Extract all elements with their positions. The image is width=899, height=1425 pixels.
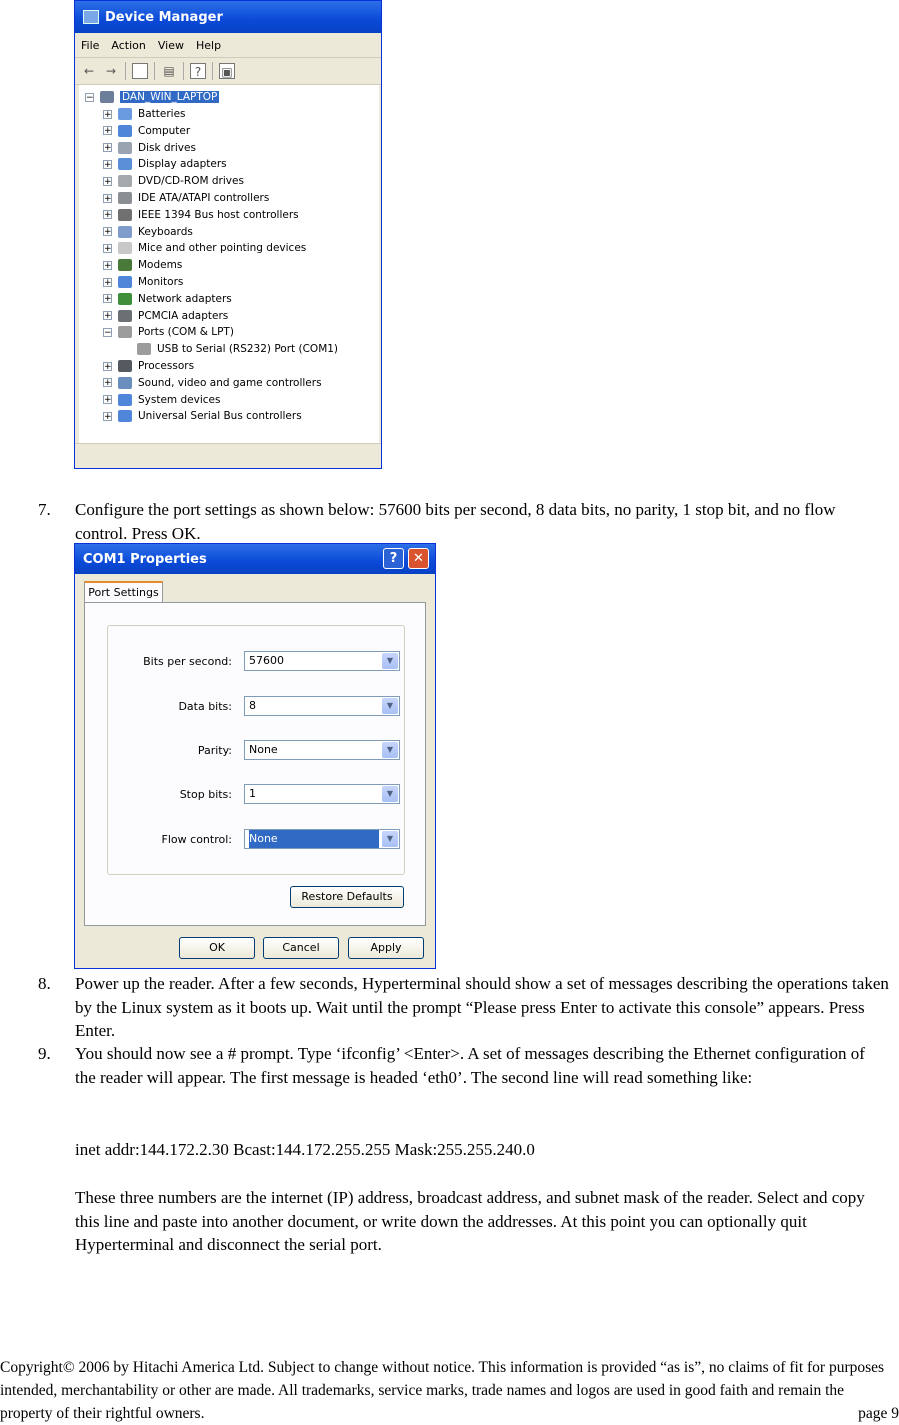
toolbar-separator — [154, 62, 155, 80]
tree-item-label: Universal Serial Bus controllers — [138, 410, 302, 423]
parity-label: Parity: — [197, 744, 232, 757]
expand-icon[interactable]: + — [104, 210, 112, 221]
tree-item[interactable] — [103, 156, 227, 172]
ok-button[interactable]: OK — [179, 937, 255, 959]
step-7-text: Configure the port settings as shown below: 57600 bits per second, 8 data bits, no parity, 1 stop bit, and no flow control. Press OK. — [75, 500, 836, 543]
device-icon — [118, 226, 132, 238]
stop-bits-select[interactable] — [244, 784, 400, 804]
device-icon — [118, 410, 132, 422]
device-icon — [118, 142, 132, 154]
parity-select[interactable] — [244, 740, 400, 760]
device-icon — [118, 293, 132, 305]
device-icon — [118, 175, 132, 187]
device-icon — [118, 377, 132, 389]
tree-item-label: System devices — [138, 393, 221, 406]
data-bits-value: 8 — [249, 699, 256, 712]
tree-item[interactable] — [103, 324, 234, 340]
expand-icon[interactable]: + — [104, 277, 112, 288]
tree-item-label: Mice and other pointing devices — [138, 242, 307, 255]
device-icon — [118, 326, 132, 338]
restore-defaults-button[interactable]: Restore Defaults — [290, 886, 404, 908]
chevron-down-icon[interactable]: ▼ — [382, 831, 398, 847]
stop-bits-label: Stop bits: — [179, 788, 232, 801]
tab-port-settings[interactable]: Port Settings — [84, 581, 163, 603]
tree-item-label: Computer — [138, 124, 191, 137]
expand-icon[interactable]: + — [104, 109, 112, 120]
help-button[interactable]: ? — [383, 548, 404, 569]
tree-item-label: USB to Serial (RS232) Port (COM1) — [157, 343, 339, 356]
tree-item-label: Display adapters — [138, 158, 227, 171]
tree-item-label: IDE ATA/ATAPI controllers — [138, 192, 270, 204]
tree-item[interactable] — [103, 190, 269, 206]
tree-root-label: DAN_WIN_LAPTOP — [122, 91, 218, 103]
tree-item[interactable] — [103, 291, 232, 307]
tree-item-label: Ports (COM & LPT) — [138, 326, 234, 339]
menu-bar — [75, 33, 381, 58]
cancel-button[interactable]: Cancel — [263, 937, 339, 959]
menu-file[interactable]: File — [81, 38, 100, 52]
step-9-number: 9. — [38, 1044, 51, 1063]
settings-group — [107, 625, 405, 875]
tree-item[interactable] — [103, 123, 190, 139]
tree-item[interactable] — [103, 358, 194, 374]
tree-item-label: IEEE 1394 Bus host controllers — [138, 208, 299, 221]
step-8-number: 8. — [38, 974, 51, 993]
tree-item[interactable] — [103, 392, 220, 408]
tree-item[interactable] — [103, 140, 196, 156]
device-icon — [118, 209, 132, 221]
expand-icon[interactable]: + — [104, 294, 112, 305]
device-icon — [118, 158, 132, 170]
chevron-down-icon[interactable]: ▼ — [382, 653, 398, 669]
collapse-icon[interactable]: − — [86, 92, 94, 103]
inet-line: inet addr:144.172.2.30 Bcast:144.172.255.255 Mask:255.255.240.0 — [75, 1140, 535, 1159]
expand-icon[interactable]: + — [104, 243, 112, 254]
tree-item[interactable] — [103, 375, 322, 391]
expand-icon[interactable]: + — [104, 260, 112, 271]
bits-per-second-label: Bits per second: — [143, 655, 232, 668]
device-icon — [118, 310, 132, 322]
close-button[interactable]: ✕ — [408, 548, 429, 569]
tree-item[interactable] — [103, 207, 299, 223]
computer-icon — [83, 10, 99, 24]
tree-item-label: Processors — [138, 360, 195, 372]
flow-control-select[interactable] — [244, 829, 400, 849]
flow-control-value: None — [249, 830, 379, 848]
step-7-number: 7. — [38, 500, 51, 519]
expand-icon[interactable]: + — [104, 159, 112, 170]
toolbar-separator — [212, 62, 213, 80]
device-icon — [118, 276, 132, 288]
back-arrow-icon[interactable]: ← — [83, 64, 95, 78]
port-settings-panel — [84, 602, 426, 926]
com1-properties-dialog — [74, 543, 436, 969]
flow-control-label: Flow control: — [161, 833, 232, 846]
toolbar-separator — [183, 62, 184, 80]
help-icon[interactable]: ? — [190, 63, 206, 79]
status-bar — [75, 443, 381, 468]
scan-hardware-icon[interactable]: ▣ — [219, 63, 235, 79]
tree-item-label: Batteries — [138, 108, 186, 120]
expand-icon[interactable]: + — [104, 378, 112, 389]
tree-item[interactable] — [103, 106, 186, 122]
show-hide-tree-icon[interactable] — [132, 63, 148, 79]
copyright-footer — [0, 1356, 899, 1425]
print-icon[interactable]: ▤ — [163, 64, 175, 78]
chevron-down-icon[interactable]: ▼ — [382, 786, 398, 802]
computer-icon — [100, 91, 114, 103]
device-icon — [118, 192, 132, 204]
expand-icon[interactable]: + — [104, 395, 112, 406]
tree-item[interactable] — [103, 308, 228, 324]
step-8-text: Power up the reader. After a few seconds, Hyperterminal should show a set of messages describing the operations taken by the Linux system as it boots up. Wait until the prompt “Please press Enter to activate this console” appears. Press Enter. — [75, 974, 889, 1040]
forward-arrow-icon[interactable]: → — [105, 64, 117, 78]
tree-item-label: Network adapters — [138, 292, 232, 305]
expand-icon[interactable]: + — [104, 311, 112, 322]
tree-child-item[interactable] — [137, 341, 338, 357]
expand-icon[interactable]: + — [104, 176, 112, 187]
parity-value: None — [249, 743, 278, 756]
menu-help[interactable]: Help — [195, 38, 222, 52]
tree-item-label: Monitors — [138, 276, 184, 288]
tree-item-label: Sound, video and game controllers — [138, 376, 322, 389]
tree-item-label: Disk drives — [138, 141, 196, 154]
toolbar — [75, 58, 381, 85]
tree-item-label: Keyboards — [138, 225, 193, 238]
device-icon — [118, 242, 132, 254]
explanation-text: These three numbers are the internet (IP) address, broadcast address, and subnet mask of the reader. Select and copy this line and paste into another document, or write down the addresses. At this point you can optionally quit Hyperterminal and disconnect the serial port. — [75, 1188, 865, 1254]
device-manager-titlebar[interactable] — [75, 1, 381, 33]
tree-item[interactable] — [103, 257, 182, 273]
apply-button[interactable]: Apply — [348, 937, 424, 959]
tree-item-label: Modems — [138, 259, 183, 272]
device-icon — [118, 394, 132, 406]
step-9-text: You should now see a # prompt. Type ‘ifconfig’ <Enter>. A set of messages describing the Ethernet configuration of the reader will appear. The first message is headed ‘eth0’. The second line will read something like: — [75, 1044, 865, 1087]
device-manager-window — [74, 0, 382, 469]
collapse-icon[interactable]: − — [104, 327, 112, 338]
bits-per-second-value: 57600 — [249, 654, 284, 667]
expand-icon[interactable]: + — [104, 193, 112, 204]
expand-icon[interactable]: + — [104, 361, 112, 372]
page-number: page 9 — [858, 1405, 899, 1422]
tree-item-label: PCMCIA adapters — [138, 309, 229, 322]
device-manager-title: Device Manager — [105, 9, 223, 25]
device-icon — [118, 259, 132, 271]
device-icon — [118, 360, 132, 372]
expand-icon[interactable]: + — [104, 143, 112, 154]
stop-bits-value: 1 — [249, 787, 256, 800]
tree-item[interactable] — [103, 274, 183, 290]
chevron-down-icon[interactable]: ▼ — [382, 698, 398, 714]
tree-item[interactable] — [103, 173, 244, 189]
bits-per-second-select[interactable] — [244, 651, 400, 671]
tree-item[interactable] — [103, 240, 306, 256]
toolbar-separator — [125, 62, 126, 80]
data-bits-select[interactable] — [244, 696, 400, 716]
tree-item[interactable] — [103, 224, 193, 240]
data-bits-label: Data bits: — [178, 700, 232, 713]
device-icon — [118, 108, 132, 120]
device-icon — [137, 343, 151, 355]
tree-root[interactable] — [85, 89, 219, 105]
copyright-text: Copyright© 2006 by Hitachi America Ltd. Subject to change without notice. This information is provided “as is”, no claims of fit for purposes intended, merchantability or other are made. All trademarks, service marks, trade names and logos are used in good faith and remain the property of their rightful owners. — [0, 1359, 885, 1422]
menu-view[interactable]: View — [157, 38, 184, 52]
com1-title: COM1 Properties — [83, 551, 207, 567]
device-tree — [79, 85, 379, 443]
chevron-down-icon[interactable]: ▼ — [382, 742, 398, 758]
expand-icon[interactable]: + — [104, 227, 112, 238]
com1-titlebar[interactable] — [75, 544, 435, 574]
menu-action[interactable]: Action — [111, 38, 146, 52]
device-icon — [118, 125, 132, 137]
expand-icon[interactable]: + — [104, 411, 112, 422]
tree-item[interactable] — [103, 408, 302, 424]
expand-icon[interactable]: + — [104, 126, 112, 137]
tree-item-label: DVD/CD-ROM drives — [138, 175, 244, 188]
